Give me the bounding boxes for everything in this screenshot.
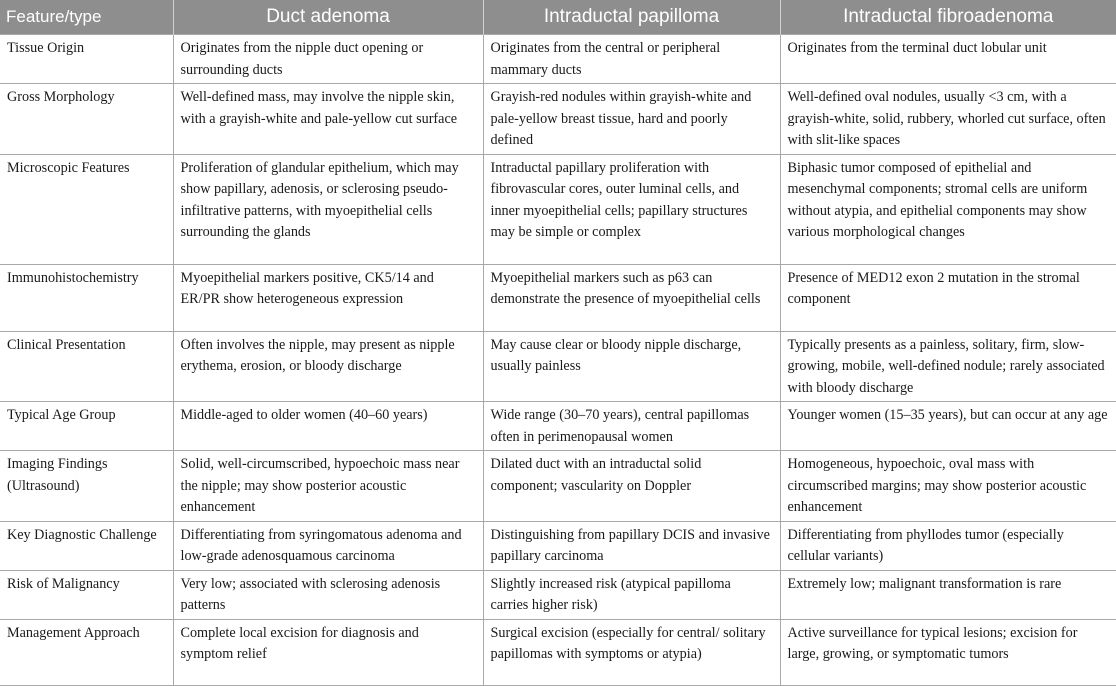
row-feature-cell: Imaging Findings (Ultrasound) [0, 451, 173, 522]
duct-adenoma-cell: Complete local excision for diagnosis and symptom relief [173, 619, 483, 685]
row-feature-cell: Management Approach [0, 619, 173, 685]
duct-adenoma-cell: Myoepithelial markers positive, CK5/14 and ER/PR show heterogeneous expression [173, 264, 483, 331]
row-feature-cell: Immunohistochemistry [0, 264, 173, 331]
row-feature-cell: Clinical Presentation [0, 331, 173, 402]
table-row [0, 402, 1116, 451]
row-feature-cell: Microscopic Features [0, 154, 173, 264]
intraductal-papilloma-cell: Distinguishing from papillary DCIS and invasive papillary carcinoma [483, 521, 780, 570]
row-feature-cell: Key Diagnostic Challenge [0, 521, 173, 570]
duct-adenoma-cell: Originates from the nipple duct opening or surrounding ducts [173, 35, 483, 84]
table-row [0, 570, 1116, 619]
duct-adenoma-cell: Proliferation of glandular epithelium, which may show papillary, adenosis, or sclerosing pseudo-infiltrative patterns, with myoepithelial cells surrounding the glands [173, 154, 483, 264]
intraductal-papilloma-cell: Slightly increased risk (atypical papilloma carries higher risk) [483, 570, 780, 619]
header-feature-type: Feature/type [0, 0, 173, 35]
duct-adenoma-cell: Differentiating from syringomatous adenoma and low-grade adenosquamous carcinoma [173, 521, 483, 570]
intraductal-fibroadenoma-cell: Homogeneous, hypoechoic, oval mass with circumscribed margins; may show posterior acoustic enhancement [780, 451, 1116, 522]
row-feature-cell: Typical Age Group [0, 402, 173, 451]
table-row [0, 521, 1116, 570]
intraductal-papilloma-cell: May cause clear or bloody nipple discharge, usually painless [483, 331, 780, 402]
table-row [0, 331, 1116, 402]
duct-adenoma-cell: Often involves the nipple, may present as nipple erythema, erosion, or bloody discharge [173, 331, 483, 402]
row-feature-cell: Gross Morphology [0, 84, 173, 155]
intraductal-fibroadenoma-cell: Active surveillance for typical lesions; excision for large, growing, or symptomatic tumors [780, 619, 1116, 685]
table-body [0, 35, 1116, 686]
header-intraductal-papilloma: Intraductal papilloma [483, 0, 780, 35]
duct-adenoma-cell: Middle-aged to older women (40–60 years) [173, 402, 483, 451]
duct-adenoma-cell: Very low; associated with sclerosing adenosis patterns [173, 570, 483, 619]
intraductal-fibroadenoma-cell: Differentiating from phyllodes tumor (especially cellular variants) [780, 521, 1116, 570]
table-row [0, 35, 1116, 84]
header-intraductal-fibroadenoma: Intraductal fibroadenoma [780, 0, 1116, 35]
intraductal-papilloma-cell: Grayish-red nodules within grayish-white and pale-yellow breast tissue, hard and poorly defined [483, 84, 780, 155]
table-row [0, 451, 1116, 522]
intraductal-fibroadenoma-cell: Biphasic tumor composed of epithelial and mesenchymal components; stromal cells are uniform without atypia, and epithelial components may show various morphological changes [780, 154, 1116, 264]
duct-adenoma-cell: Well-defined mass, may involve the nipple skin, with a grayish-white and pale-yellow cut surface [173, 84, 483, 155]
table-row [0, 84, 1116, 155]
intraductal-papilloma-cell: Dilated duct with an intraductal solid component; vascularity on Doppler [483, 451, 780, 522]
table-header [0, 0, 1116, 35]
intraductal-fibroadenoma-cell: Presence of MED12 exon 2 mutation in the stromal component [780, 264, 1116, 331]
intraductal-papilloma-cell: Originates from the central or peripheral mammary ducts [483, 35, 780, 84]
intraductal-fibroadenoma-cell: Typically presents as a painless, solitary, firm, slow-growing, mobile, well-defined nodule; rarely associated with bloody discharge [780, 331, 1116, 402]
intraductal-fibroadenoma-cell: Younger women (15–35 years), but can occur at any age [780, 402, 1116, 451]
header-row [0, 0, 1116, 35]
table-row [0, 264, 1116, 331]
intraductal-fibroadenoma-cell: Well-defined oval nodules, usually <3 cm, with a grayish-white, solid, rubbery, whorled cut surface, often with slit-like spaces [780, 84, 1116, 155]
intraductal-fibroadenoma-cell: Originates from the terminal duct lobular unit [780, 35, 1116, 84]
header-duct-adenoma: Duct adenoma [173, 0, 483, 35]
table-row [0, 619, 1116, 685]
duct-adenoma-cell: Solid, well-circumscribed, hypoechoic mass near the nipple; may show posterior acoustic enhancement [173, 451, 483, 522]
intraductal-papilloma-cell: Wide range (30–70 years), central papillomas often in perimenopausal women [483, 402, 780, 451]
intraductal-papilloma-cell: Surgical excision (especially for central/ solitary papillomas with symptoms or atypia) [483, 619, 780, 685]
row-feature-cell: Risk of Malignancy [0, 570, 173, 619]
row-feature-cell: Tissue Origin [0, 35, 173, 84]
table-row [0, 154, 1116, 264]
intraductal-papilloma-cell: Intraductal papillary proliferation with fibrovascular cores, outer luminal cells, and inner myoepithelial cells; papillary structures may be simple or complex [483, 154, 780, 264]
intraductal-papilloma-cell: Myoepithelial markers such as p63 can demonstrate the presence of myoepithelial cells [483, 264, 780, 331]
intraductal-fibroadenoma-cell: Extremely low; malignant transformation is rare [780, 570, 1116, 619]
